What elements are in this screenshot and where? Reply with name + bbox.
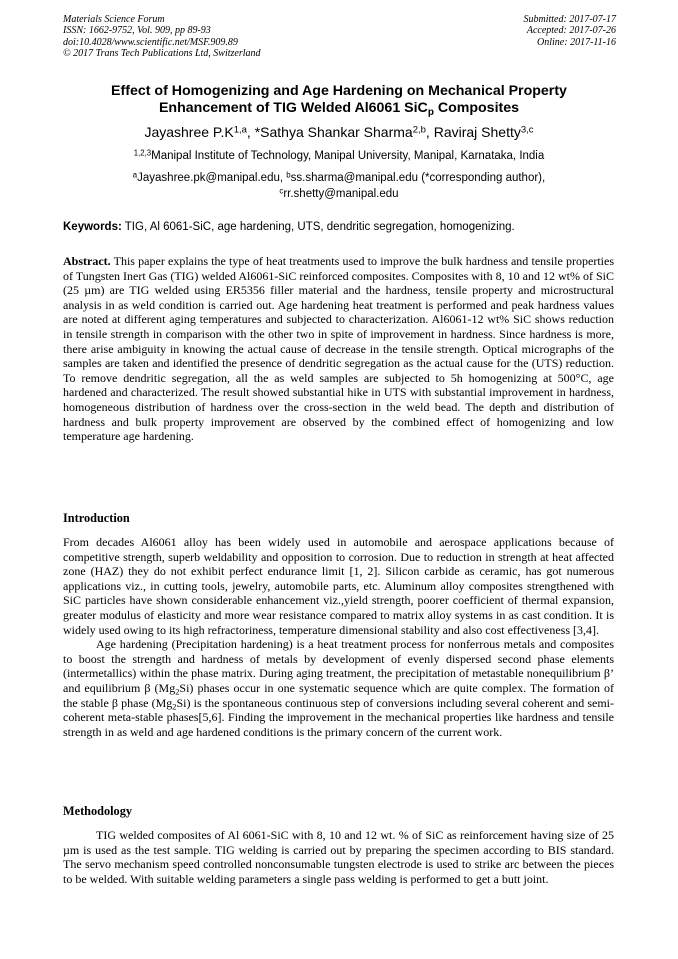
intro-p2-part-2: Si) phases occur in one systematic sequence which are quite complex. The formation of the stable β phase (Mg (63, 680, 614, 710)
email-b-mark: b (286, 170, 291, 180)
email-c-link[interactable]: rr.shetty@manipal.edu (283, 188, 399, 200)
intro-p2-part-3: Si) is the spontaneous continuous step of conversions including several coherent and semi-coherent meta-stable phases[5,6]. Finding the improvement in the mechanical properties like hardness and tensile strength in as weld and age hardened conditions is the primary concern of the current work. (63, 695, 614, 739)
paper-title (40, 83, 638, 117)
email-b-link[interactable]: ss.sharma@manipal.edu (*corresponding author), (290, 172, 546, 184)
title-line-2-end: Composites (433, 100, 520, 116)
abstract (63, 254, 614, 444)
author-list (30, 123, 648, 141)
methodology-paragraph-1: TIG welded composites of Al 6061-SiC with 8, 10 and 12 wt. % of SiC as reinforcement having size of 25 µm is used as the test sample. TIG welding is carried out by preparing the specimen according to BIS standard. The servo mechanism speed controlled nonconsumable tungsten electrode is used to strike arc between the pieces to be welded. With suitable welding parameters a single pass welding is performed to get a butt joint. (63, 828, 614, 886)
issn-line: ISSN: 1662-9752, Vol. 909, pp 89-93 (63, 25, 211, 37)
title-line-2 (40, 100, 638, 117)
journal-name: Materials Science Forum (63, 14, 165, 25)
title-subscript: p (427, 106, 434, 118)
introduction-paragraph-1: From decades Al6061 alloy has been widely used in automobile and aerospace applications because of competitive strength, superb weldability and opposition to corrosion. Due to reduction in strength at heat affected zone (HAZ) they do not exhibit perfect endurance limit [1, 2]. Silicon carbide as ceramic, has got numerous applications viz., in cutting tools, jewelry, automobile parts, etc. Aluminum alloy composites strengthened with SiC particles have shown considerable enhancement viz.,yield strength, poorer coefficient of thermal expansion, greater modulus of elasticity and more wear resistance compared to matrix alloy systems in as cast condition. It is widely used owing to its high refractoriness, temperature dimensional stability and also cost effectiveness [3,4]. (63, 535, 614, 637)
methodology-body (63, 828, 614, 886)
abstract-label: Abstract. (63, 254, 111, 268)
abstract-paragraph (63, 254, 614, 444)
accepted-date: Accepted: 2017-07-26 (526, 25, 616, 37)
author-2: *Sathya Shankar Sharma (254, 124, 413, 140)
affiliation-mark: 1,2,3 (133, 148, 152, 158)
intro-p2-part-1: Age hardening (Precipitation hardening) is a heat treatment process for nonferrous metals and composites to boost the strength and hardness of metals by development of evenly dispersed second phase elements (intermetallics) within the phase matrix. During aging treatment, the precipitation of metastable nonequilibrium β’ and equilibrium β (Mg (63, 637, 614, 695)
journal-header-right (524, 14, 617, 48)
methodology-heading: Methodology (63, 804, 132, 818)
title-line-1: Effect of Homogenizing and Age Hardening on Mechanical Property (111, 83, 567, 99)
email-c-mark: c (279, 186, 284, 196)
author-1-mark: 1,a (233, 124, 247, 136)
submitted-date: Submitted: 2017-07-17 (523, 14, 616, 25)
keywords-text: TIG, Al 6061-SiC, age hardening, UTS, dendritic segregation, homogenizing. (121, 221, 515, 233)
journal-header-left (63, 14, 261, 59)
keywords (63, 220, 623, 235)
author-1: Jayashree P.K (144, 124, 234, 140)
emails-line-2 (30, 186, 648, 202)
introduction-body (63, 535, 614, 739)
abstract-text: This paper explains the type of heat treatments used to improve the bulk hardness and tensile properties of Tungsten Inert Gas (TIG) welded Al6061-SiC reinforced composites. Composites with 8, 10 and 12 wt% of SiC (25 µm) are TIG welded using ER5356 filler material and the hardness, tensile property and microstructural analysis in as weld condition is carried out. Age hardening heat treatment is performed and peak hardness values are noted at different aging temperatures and subjected to characterization. Al6061-12 wt% SiC shows reduction in tensile strength in comparison with the other two in spite of improvement in hardness. Since hardness is more, there arise ambiguity in knowing the actual cause of decrease in the tensile strength. Optical micrographs of the samples are taken and identified the presence of dendritic segregation as the actual cause for the (UTS) reduction. To remove dendritic segregation, all the as weld samples are subjected to 5h homogenizing at 500°C, age hardened and characterized. The result showed substantial hike in UTS with substantial improvement in hardness, homogeneous distribution of hardness over the cross-section in the weld bead. The depth and distribution of hardness and bulk property improvement are observed by the combined effect of homogenizing and low temperature age hardening. (63, 254, 614, 444)
intro-p2-subscript-2: 2 (172, 702, 177, 712)
emails-line-1 (30, 170, 648, 186)
title-line-2-text: Enhancement of TIG Welded Al6061 SiC (158, 100, 428, 116)
affiliation (30, 149, 648, 164)
doi-line: doi:10.4028/www.scientific.net/MSF.909.89 (63, 36, 238, 48)
copyright-line: © 2017 Trans Tech Publications Ltd, Switzerland (63, 47, 261, 59)
affiliation-text: Manipal Institute of Technology, Manipal University, Manipal, Karnataka, India (151, 150, 545, 162)
author-2-mark: 2,b (412, 124, 426, 136)
email-a-link[interactable]: Jayashree.pk@manipal.edu, (137, 172, 287, 184)
author-3-mark: 3,c (520, 124, 534, 136)
introduction-paragraph-2 (63, 637, 614, 739)
author-3: Raviraj Shetty (433, 124, 521, 140)
online-date: Online: 2017-11-16 (537, 36, 616, 48)
author-emails (30, 170, 648, 202)
keywords-label: Keywords: (63, 221, 122, 233)
author-separator-2: , (425, 124, 434, 140)
author-separator-1: , (246, 124, 255, 140)
email-a-mark: a (132, 170, 138, 180)
introduction-heading: Introduction (63, 511, 130, 525)
intro-p2-subscript-1: 2 (175, 687, 180, 697)
